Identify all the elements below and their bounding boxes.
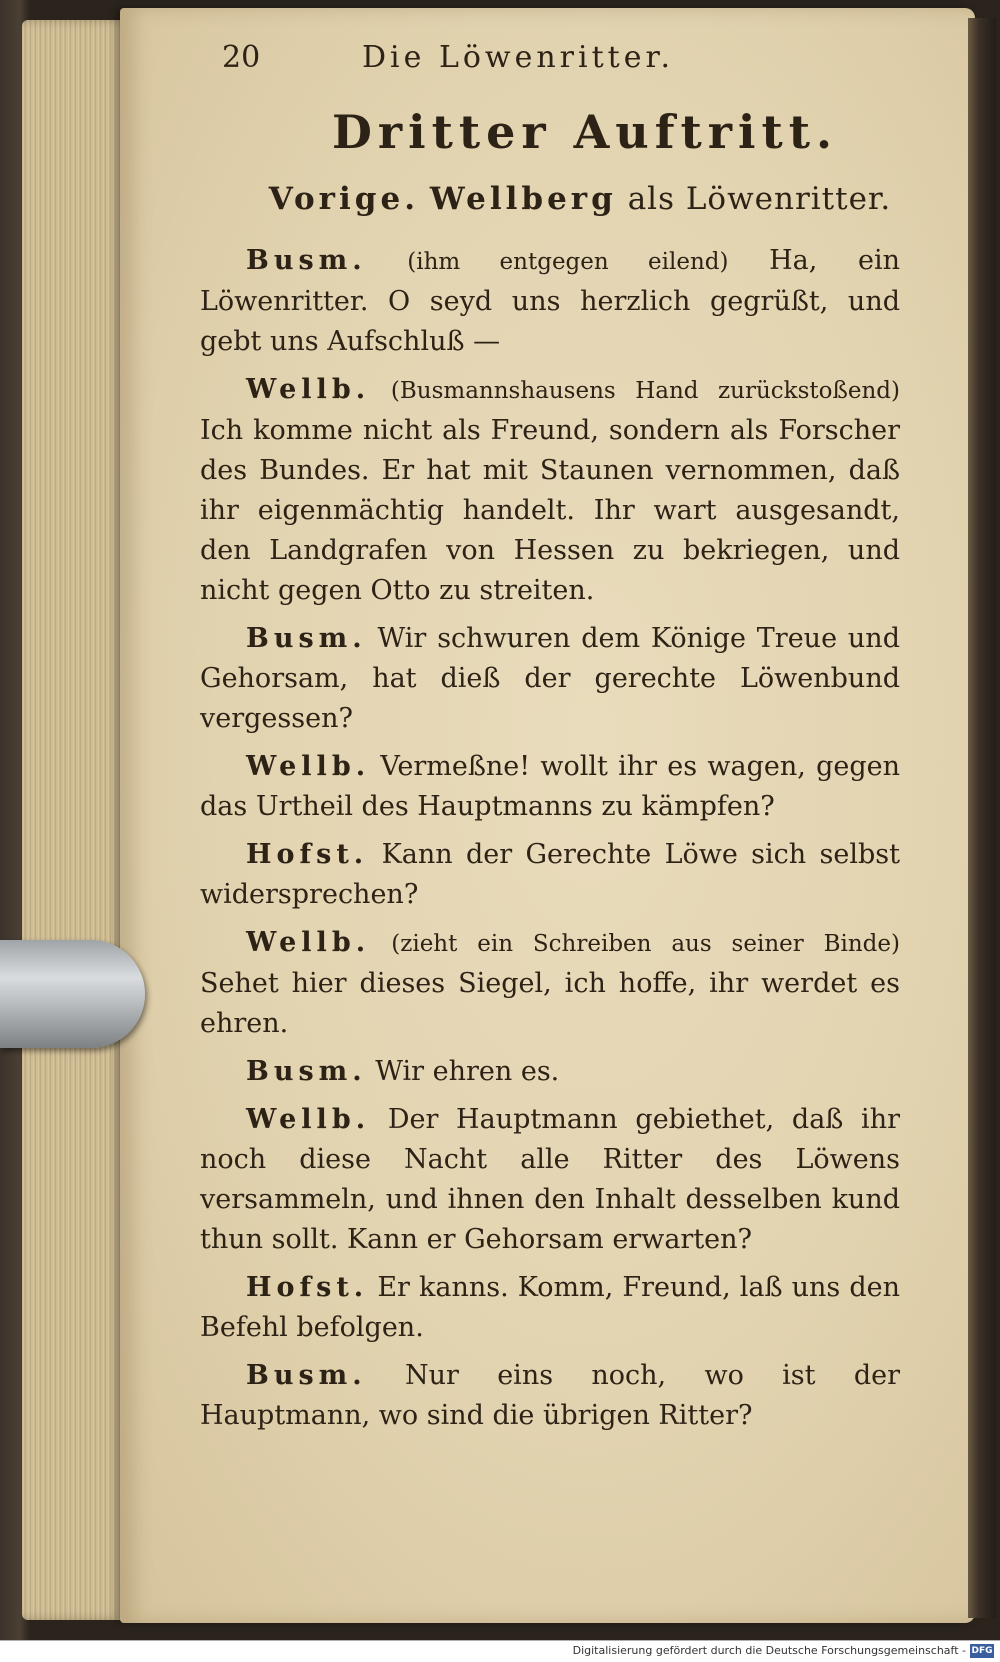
speech-text: Wir schwuren dem Könige Treue und Gehorsam, hat dieß der gerechte Löwenbund vergessen? (200, 623, 900, 734)
book-spine-shadow (968, 18, 996, 1618)
speech-line (200, 747, 900, 827)
page-header (222, 40, 900, 75)
speaker-name: Busm. (246, 1056, 367, 1087)
speech-text: Kann der Gerechte Löwe sich selbst widersprechen? (200, 839, 900, 910)
speaker-name: Hofst. (246, 1272, 369, 1303)
speaker-name: Hofst. (246, 839, 369, 870)
speech-line (200, 1052, 900, 1092)
speaker-name: Busm. (246, 1360, 367, 1391)
cast-line (260, 181, 900, 217)
speaker-name: Wellb. (246, 1104, 371, 1135)
speech-line (200, 619, 900, 739)
speaker-name: Busm. (246, 623, 367, 654)
running-head: Die Löwenritter. (362, 40, 675, 75)
footer-credit: Digitalisierung gefördert durch die Deutsche Forschungsgemeinschaft - (572, 1644, 966, 1657)
speech-line (200, 1356, 900, 1436)
speech-line (200, 923, 900, 1044)
speech-text: Nur eins noch, wo ist der Hauptmann, wo sind die übrigen Ritter? (200, 1360, 900, 1431)
speech-text: Ha, ein Löwenritter. O seyd uns herzlich gegrüßt, und gebt uns Aufschluß — (200, 245, 900, 357)
digitization-footer (0, 1640, 1000, 1662)
scene-title: Dritter Auftritt. (331, 105, 838, 159)
stage-direction: (zieht ein Schreiben aus seiner Binde) (391, 931, 900, 957)
speech-text: Er kanns. Komm, Freund, laß uns den Befehl befolgen. (200, 1272, 901, 1343)
cast-prefix: Vorige. (268, 181, 419, 217)
stage-direction: (ihm entgegen eilend) (407, 249, 729, 275)
speaker-name: Wellb. (246, 927, 371, 958)
speech-line (200, 835, 900, 915)
speech-line (200, 370, 900, 611)
book-page-edges (22, 20, 130, 1620)
thumb-holding-page (0, 940, 145, 1048)
speech-text: Der Hauptmann gebiethet, daß ihr noch diese Nacht alle Ritter des Löwens versammeln, und ihnen den Inhalt desselben kund thun sollt. Kann er Gehorsam erwarten? (200, 1104, 900, 1255)
speaker-name: Wellb. (246, 374, 371, 405)
dialogue (200, 241, 900, 1436)
cast-suffix: als Löwenritter. (627, 181, 892, 217)
stage-direction: (Busmannshausens Hand zurückstoßend) (390, 378, 900, 404)
speech-text: Vermeßne! wollt ihr es wagen, gegen das Urtheil des Hauptmanns zu kämpfen? (200, 751, 900, 822)
speech-text: Ich komme nicht als Freund, sondern als Forscher des Bundes. Er hat mit Staunen vernommen, daß ihr eigenmächtig handelt. Ihr wart ausgesandt, den Landgrafen von Hessen zu bekriegen, und nicht gegen Otto zu streiten. (200, 415, 900, 606)
speech-line (200, 241, 900, 362)
dfg-logo: DFG (971, 1646, 993, 1656)
speaker-name: Wellb. (246, 751, 371, 782)
cast-speaker: Wellberg (429, 181, 617, 217)
speaker-name: Busm. (246, 245, 367, 276)
page-number: 20 (222, 40, 261, 75)
speech-text: Wir ehren es. (375, 1056, 560, 1087)
speech-line (200, 1100, 900, 1260)
speech-text: Sehet hier dieses Siegel, ich hoffe, ihr werdet es ehren. (200, 968, 900, 1039)
page-text (200, 40, 900, 1436)
speech-line (200, 1268, 900, 1348)
